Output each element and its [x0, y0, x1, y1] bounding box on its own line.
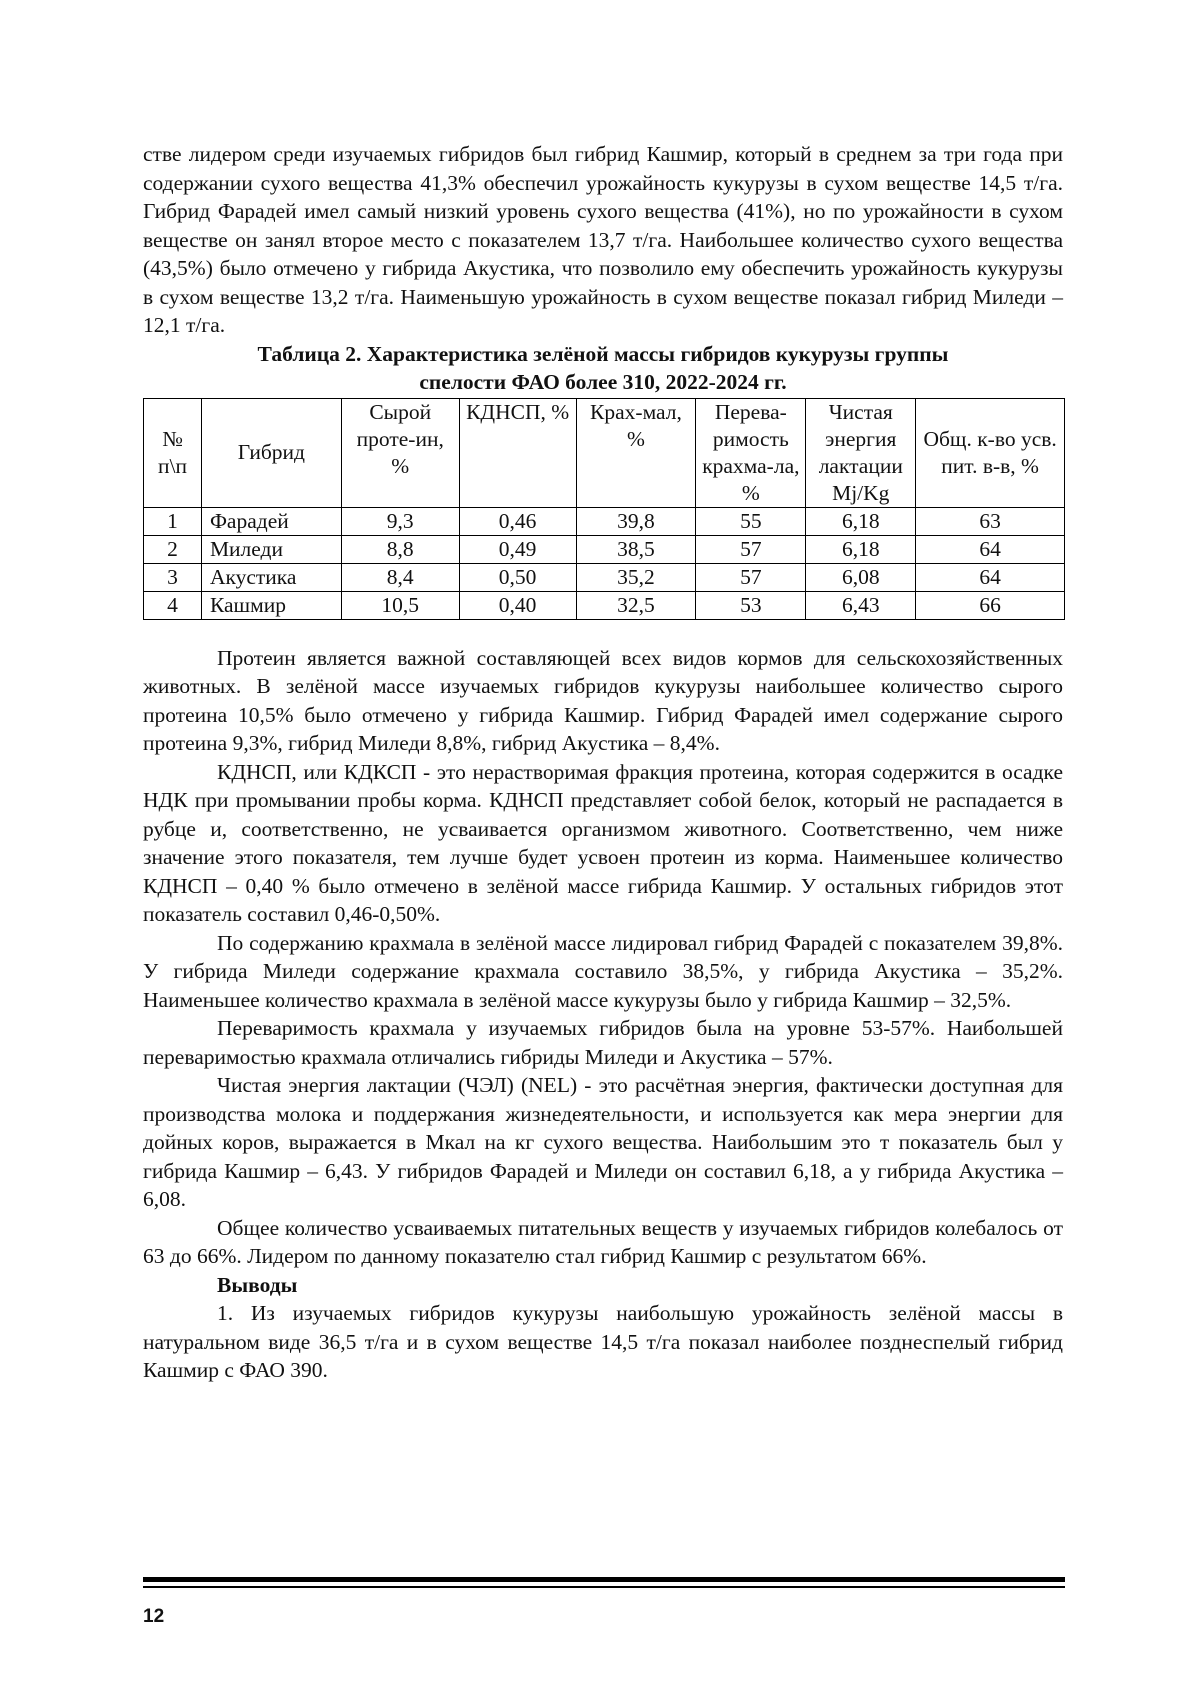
- cell-hybrid: Кашмир: [201, 591, 341, 619]
- table-title-line1: Таблица 2. Характеристика зелёной массы гибридов кукурузы группы: [257, 341, 949, 366]
- cell-hybrid: Акустика: [201, 563, 341, 591]
- cell-energy: 6,08: [806, 563, 916, 591]
- cell-n: 1: [144, 507, 202, 535]
- table-row: [144, 563, 1065, 591]
- footer-rule-thick: [143, 1577, 1065, 1582]
- cell-total: 64: [916, 535, 1065, 563]
- cell-hybrid: Фарадей: [201, 507, 341, 535]
- page-content: [143, 140, 1063, 1385]
- cell-kdnsp: 0,40: [459, 591, 576, 619]
- footer-rule-thin: [143, 1586, 1065, 1588]
- cell-protein: 8,8: [341, 535, 459, 563]
- header-num: № п\п: [144, 398, 202, 507]
- hybrid-characteristics-table: [143, 398, 1065, 620]
- body-paragraph: Переваримость крахмала у изучаемых гибридов была на уровне 53-57%. Наибольшей переваримостью крахмала отличались гибриды Миледи и Акустика – 57%.: [143, 1016, 1063, 1069]
- body-paragraph: Протеин является важной составляющей всех видов кормов для сельскохозяйственных животных. В зелёной массе изучаемых гибридов кукурузы наибольшее количество сырого протеина 10,5% было отмечено у гибрида Кашмир. Гибрид Фарадей имел содержание сырого протеина 9,3%, гибрид Миледи 8,8%, гибрид Акустика – 8,4%.: [143, 645, 1063, 755]
- header-protein: Сырой проте-ин, %: [341, 398, 459, 507]
- cell-energy: 6,18: [806, 535, 916, 563]
- cell-total: 66: [916, 591, 1065, 619]
- table-header-row: [144, 398, 1065, 507]
- cell-n: 4: [144, 591, 202, 619]
- cell-protein: 8,4: [341, 563, 459, 591]
- header-kdnsp: КДНСП, %: [459, 398, 576, 507]
- conclusions-heading: Выводы: [217, 1272, 298, 1297]
- cell-n: 3: [144, 563, 202, 591]
- body-paragraph: Чистая энергия лактации (ЧЭЛ) (NEL) - это расчётная энергия, фактически доступная для производства молока и поддержания жизнедеятельности, и используется как мера энергии для дойных коров, выражается в Мкал на кг сухого вещества. Наибольшим это т показатель был у гибрида Кашмир – 6,43. У гибридов Фарадей и Миледи он составил 6,18, а у гибрида Акустика – 6,08.: [143, 1073, 1063, 1211]
- cell-hybrid: Миледи: [201, 535, 341, 563]
- cell-starch: 32,5: [576, 591, 696, 619]
- cell-total: 63: [916, 507, 1065, 535]
- cell-starch: 35,2: [576, 563, 696, 591]
- table-row: [144, 591, 1065, 619]
- cell-digest: 57: [696, 563, 806, 591]
- body-paragraph: КДНСП, или КДКСП - это нерастворимая фракция протеина, которая содержится в осадке НДК при промывании пробы корма. КДНСП представляет собой белок, который не распадается в рубце и, соответственно, не усваивается организмом животного. Соответственно, чем ниже значение этого показателя, тем лучше будет усвоен протеин из корма. Наименьшее количество КДНСП – 0,40 % было отмечено в зелёной массе гибрида Кашмир. У остальных гибридов этот показатель составил 0,46-0,50%.: [143, 759, 1063, 926]
- cell-digest: 55: [696, 507, 806, 535]
- cell-energy: 6,43: [806, 591, 916, 619]
- header-total: Общ. к-во усв. пит. в-в, %: [916, 398, 1065, 507]
- table-row: [144, 507, 1065, 535]
- cell-n: 2: [144, 535, 202, 563]
- cell-kdnsp: 0,50: [459, 563, 576, 591]
- table-title-line2: спелости ФАО более 310, 2022-2024 гг.: [419, 370, 787, 394]
- table-row: [144, 535, 1065, 563]
- cell-starch: 38,5: [576, 535, 696, 563]
- header-starch: Крах-мал, %: [576, 398, 696, 507]
- cell-total: 64: [916, 563, 1065, 591]
- cell-energy: 6,18: [806, 507, 916, 535]
- header-hybrid: Гибрид: [201, 398, 341, 507]
- cell-digest: 57: [696, 535, 806, 563]
- header-digestibility: Перева-римость крахма-ла, %: [696, 398, 806, 507]
- cell-starch: 39,8: [576, 507, 696, 535]
- header-energy: Чистая энергия лактации Mj/Kg: [806, 398, 916, 507]
- cell-protein: 9,3: [341, 507, 459, 535]
- cell-protein: 10,5: [341, 591, 459, 619]
- cell-digest: 53: [696, 591, 806, 619]
- cell-kdnsp: 0,46: [459, 507, 576, 535]
- body-paragraph: Общее количество усваиваемых питательных веществ у изучаемых гибридов колебалось от 63 до 66%. Лидером по данному показателю стал гибрид Кашмир с результатом 66%.: [143, 1215, 1063, 1268]
- paragraph-intro: стве лидером среди изучаемых гибридов был гибрид Кашмир, который в среднем за три года при содержании сухого вещества 41,3% обеспечил урожайность кукурузы в сухом веществе 14,5 т/га. Гибрид Фарадей имел самый низкий уровень сухого вещества (41%), но по урожайности в сухом веществе он занял второе место с показателем 13,7 т/га. Наибольшее количество сухого вещества (43,5%) было отмечено у гибрида Акустика, что позволило ему обеспечить урожайность кукурузы в сухом веществе 13,2 т/га. Наименьшую урожайность в сухом веществе показал гибрид Миледи – 12,1 т/га.: [143, 142, 1063, 337]
- page-number: 12: [143, 1606, 165, 1627]
- conclusion-item: 1. Из изучаемых гибридов кукурузы наибольшую урожайность зелёной массы в натуральном виде 36,5 т/га и в сухом веществе 14,5 т/га показал наиболее позднеспелый гибрид Кашмир с ФАО 390.: [143, 1301, 1063, 1382]
- cell-kdnsp: 0,49: [459, 535, 576, 563]
- body-paragraph: По содержанию крахмала в зелёной массе лидировал гибрид Фарадей с показателем 39,8%. У гибрида Миледи содержание крахмала составило 38,5%, у гибрида Акустика – 35,2%. Наименьшее количество крахмала в зелёной массе кукурузы было у гибрида Кашмир – 32,5%.: [143, 930, 1063, 1012]
